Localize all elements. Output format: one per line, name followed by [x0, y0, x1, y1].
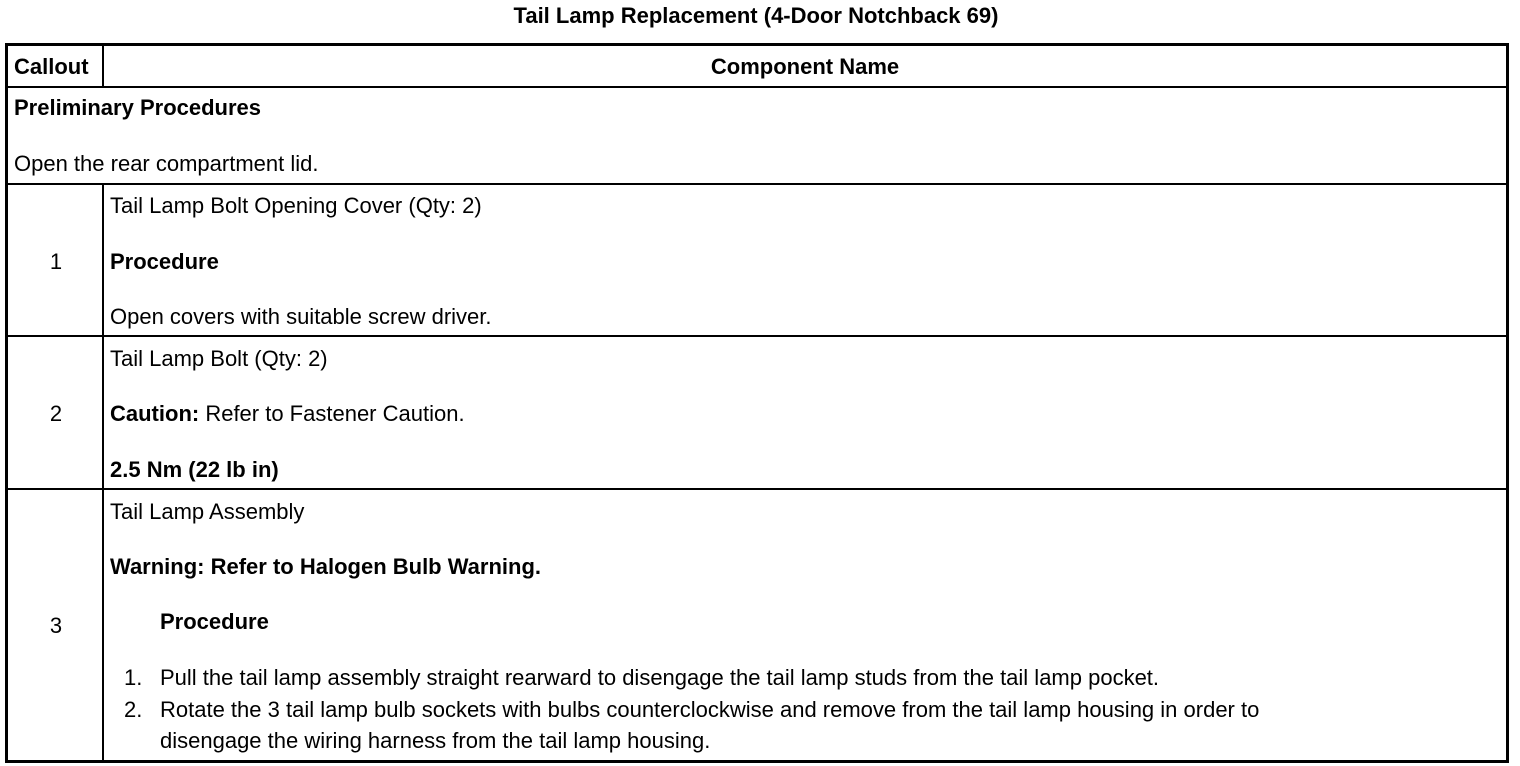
preliminary-heading: Preliminary Procedures: [14, 95, 262, 120]
caution-text: Refer to Fastener Caution.: [199, 401, 465, 426]
step-text: Rotate the 3 tail lamp bulb sockets with bulbs counterclockwise and remove from the tail lamp housing in order to: [160, 697, 1260, 722]
caution-line: [110, 401, 465, 427]
component-name: Tail Lamp Assembly: [110, 499, 305, 524]
callout-number: 1: [49, 249, 63, 274]
procedure-text: Open covers with suitable screw driver.: [110, 304, 492, 329]
component-name: Tail Lamp Bolt Opening Cover (Qty: 2): [110, 193, 482, 218]
header-component-name: Component Name: [710, 54, 900, 79]
step-number: 2.: [124, 697, 143, 722]
component-name: Tail Lamp Bolt (Qty: 2): [110, 346, 328, 371]
header-callout: Callout: [14, 54, 89, 79]
step-text: Pull the tail lamp assembly straight rearward to disengage the tail lamp studs from the tail lamp pocket.: [160, 665, 1160, 690]
warning-text: Warning: Refer to Halogen Bulb Warning.: [110, 554, 542, 579]
row-divider: [8, 488, 1506, 490]
page-title: Tail Lamp Replacement (4-Door Notchback 69): [513, 3, 999, 28]
procedure-table: [5, 43, 1509, 763]
procedure-heading: Procedure: [160, 609, 269, 634]
torque-spec: 2.5 Nm (22 lb in): [110, 457, 279, 482]
callout-number: 3: [49, 613, 63, 638]
procedure-heading: Procedure: [110, 249, 219, 274]
caution-label: Caution:: [110, 401, 200, 426]
row-divider: [8, 335, 1506, 337]
step-number: 1.: [124, 665, 143, 690]
header-divider: [8, 86, 1506, 88]
preliminary-text: Open the rear compartment lid.: [14, 151, 319, 176]
row-divider: [8, 183, 1506, 185]
step-text-continued: disengage the wiring harness from the tail lamp housing.: [160, 728, 711, 753]
callout-number: 2: [49, 401, 63, 426]
